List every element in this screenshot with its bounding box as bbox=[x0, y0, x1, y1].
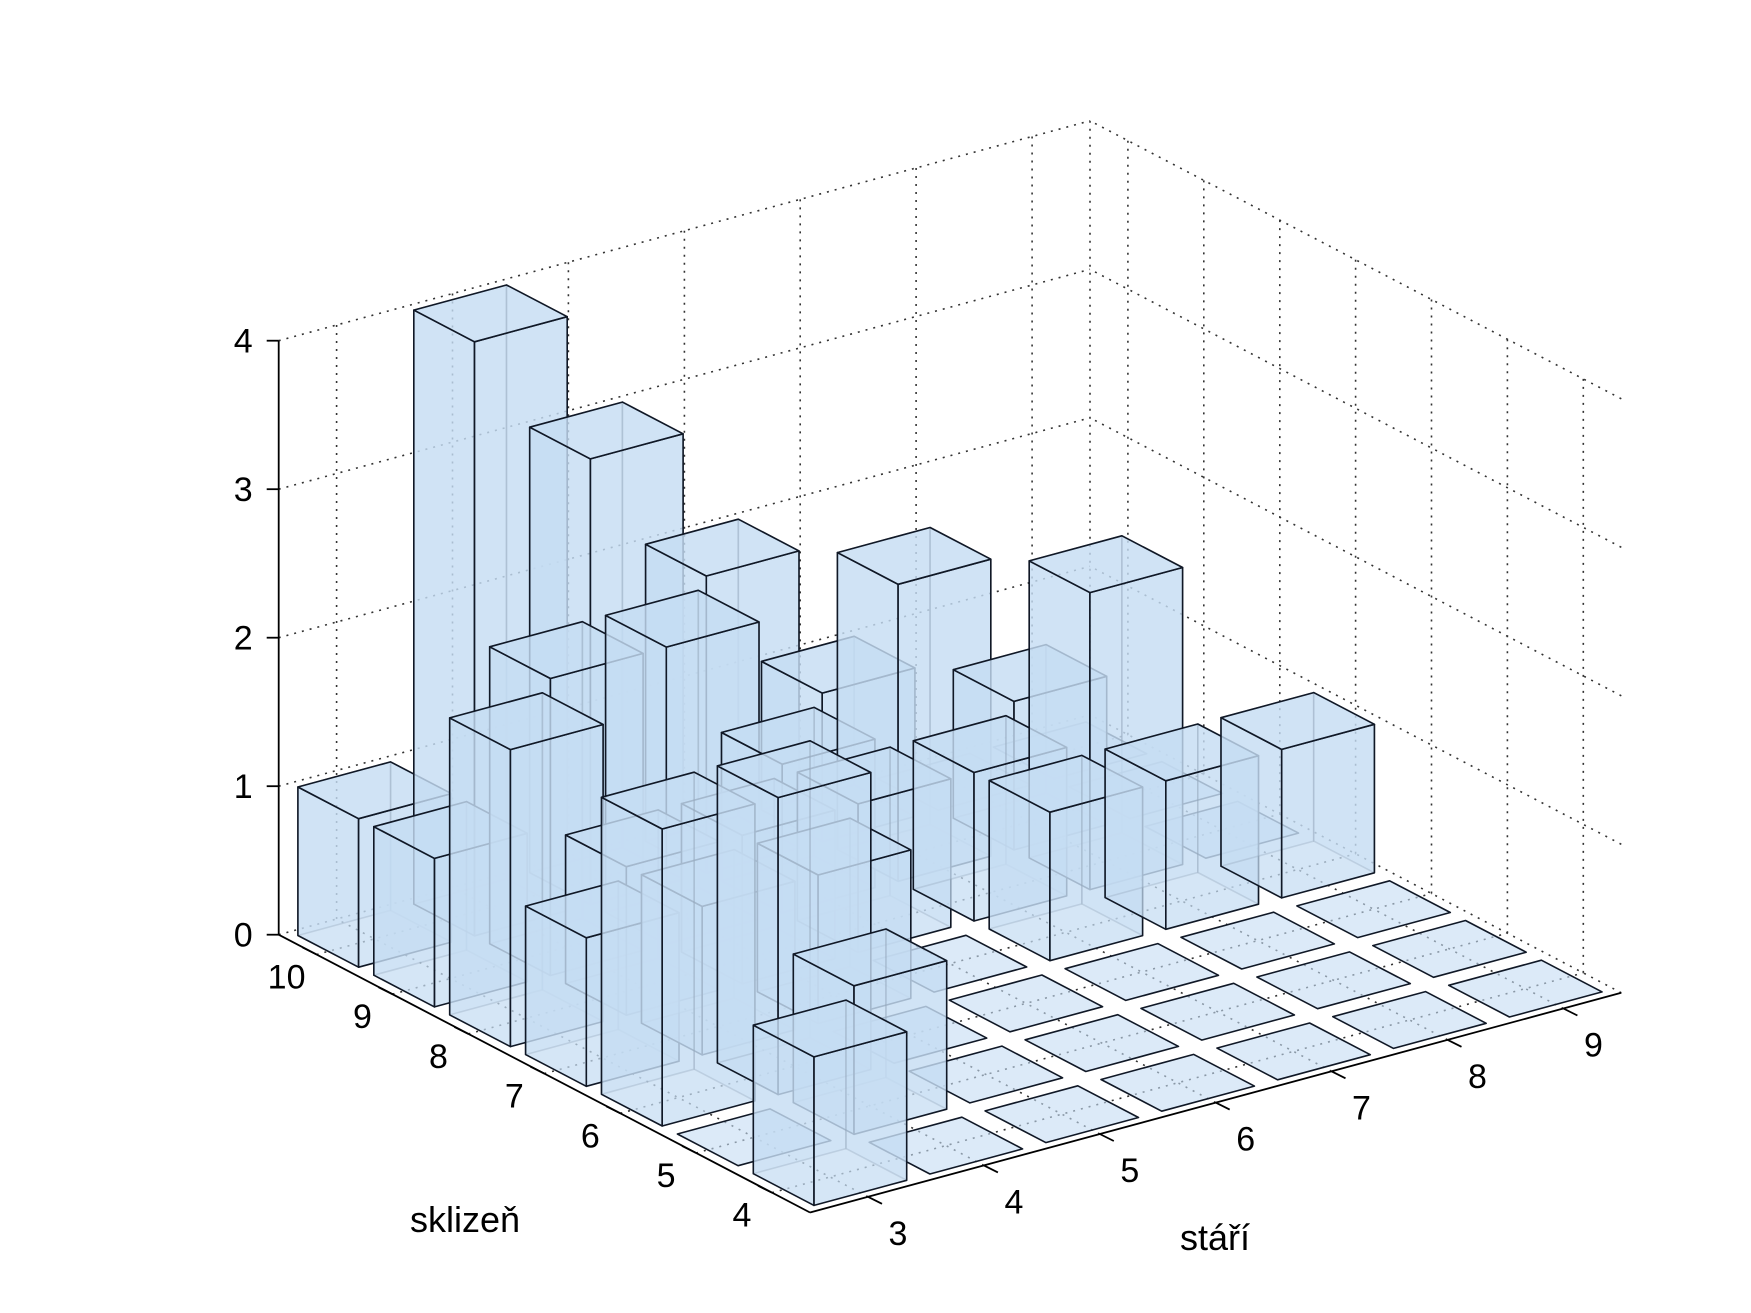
y-tick bbox=[682, 1146, 696, 1153]
floor-tile bbox=[1141, 983, 1294, 1040]
x-tick bbox=[1100, 1134, 1114, 1141]
x-tick-label: 5 bbox=[1120, 1152, 1140, 1190]
floor-tile bbox=[1333, 992, 1486, 1049]
floor-tile bbox=[1449, 960, 1602, 1017]
floor-tile bbox=[1101, 1054, 1254, 1111]
floor-tile bbox=[1181, 912, 1334, 969]
z-tick-label: 1 bbox=[233, 768, 253, 807]
x-tick-label: 6 bbox=[1236, 1120, 1256, 1159]
y-tick-label: 9 bbox=[353, 998, 372, 1037]
floor-tile bbox=[1025, 1015, 1178, 1072]
floor-tile bbox=[1257, 952, 1410, 1009]
floor-tile bbox=[949, 975, 1102, 1032]
x-tick bbox=[1563, 1009, 1577, 1016]
x-tick bbox=[1332, 1071, 1346, 1078]
bar-left-face bbox=[450, 718, 511, 1047]
x-axis-label: stáří bbox=[1179, 1217, 1251, 1258]
floor-tile bbox=[1217, 1023, 1370, 1080]
floor-tile bbox=[1065, 944, 1218, 1001]
z-tick-label: 4 bbox=[233, 322, 253, 361]
y-tick-label: 5 bbox=[656, 1157, 676, 1195]
bar-front-face bbox=[814, 1032, 907, 1206]
floor-tile bbox=[1297, 881, 1450, 938]
y-tick-label: 7 bbox=[504, 1077, 524, 1116]
z-tick-label: 3 bbox=[233, 471, 253, 510]
grid-line-z-back-left bbox=[279, 121, 1090, 341]
x-tick-label: 7 bbox=[1352, 1089, 1371, 1128]
x-tick-label: 3 bbox=[888, 1214, 908, 1253]
grid-line-z-back-right bbox=[1090, 269, 1621, 547]
z-tick-label: 0 bbox=[233, 916, 253, 955]
x-tick bbox=[984, 1165, 998, 1172]
bar-front-face bbox=[1282, 724, 1375, 898]
floor-tile bbox=[1373, 921, 1526, 978]
x-tick-label: 4 bbox=[1004, 1183, 1024, 1222]
y-tick-label: 4 bbox=[732, 1196, 752, 1235]
y-tick bbox=[454, 1027, 468, 1034]
floor-tile bbox=[985, 1086, 1138, 1143]
y-tick-label: 8 bbox=[428, 1037, 448, 1076]
y-tick bbox=[303, 948, 317, 955]
y-tick bbox=[758, 1186, 772, 1193]
x-tick-label: 9 bbox=[1583, 1026, 1603, 1065]
y-tick-label: 6 bbox=[580, 1117, 600, 1156]
y-tick bbox=[379, 987, 393, 994]
y-tick bbox=[530, 1067, 544, 1074]
x-tick bbox=[1448, 1040, 1462, 1047]
x-tick bbox=[1216, 1103, 1230, 1110]
bar bbox=[1221, 693, 1374, 898]
bar bbox=[753, 1000, 906, 1205]
y-tick bbox=[606, 1106, 620, 1113]
x-tick-label: 8 bbox=[1468, 1057, 1487, 1096]
bar-left-face bbox=[602, 797, 663, 1126]
x-tick bbox=[868, 1197, 882, 1204]
y-tick-label: 10 bbox=[267, 958, 306, 997]
y-axis-label: sklizeň bbox=[409, 1199, 521, 1240]
z-tick-label: 2 bbox=[233, 619, 253, 658]
